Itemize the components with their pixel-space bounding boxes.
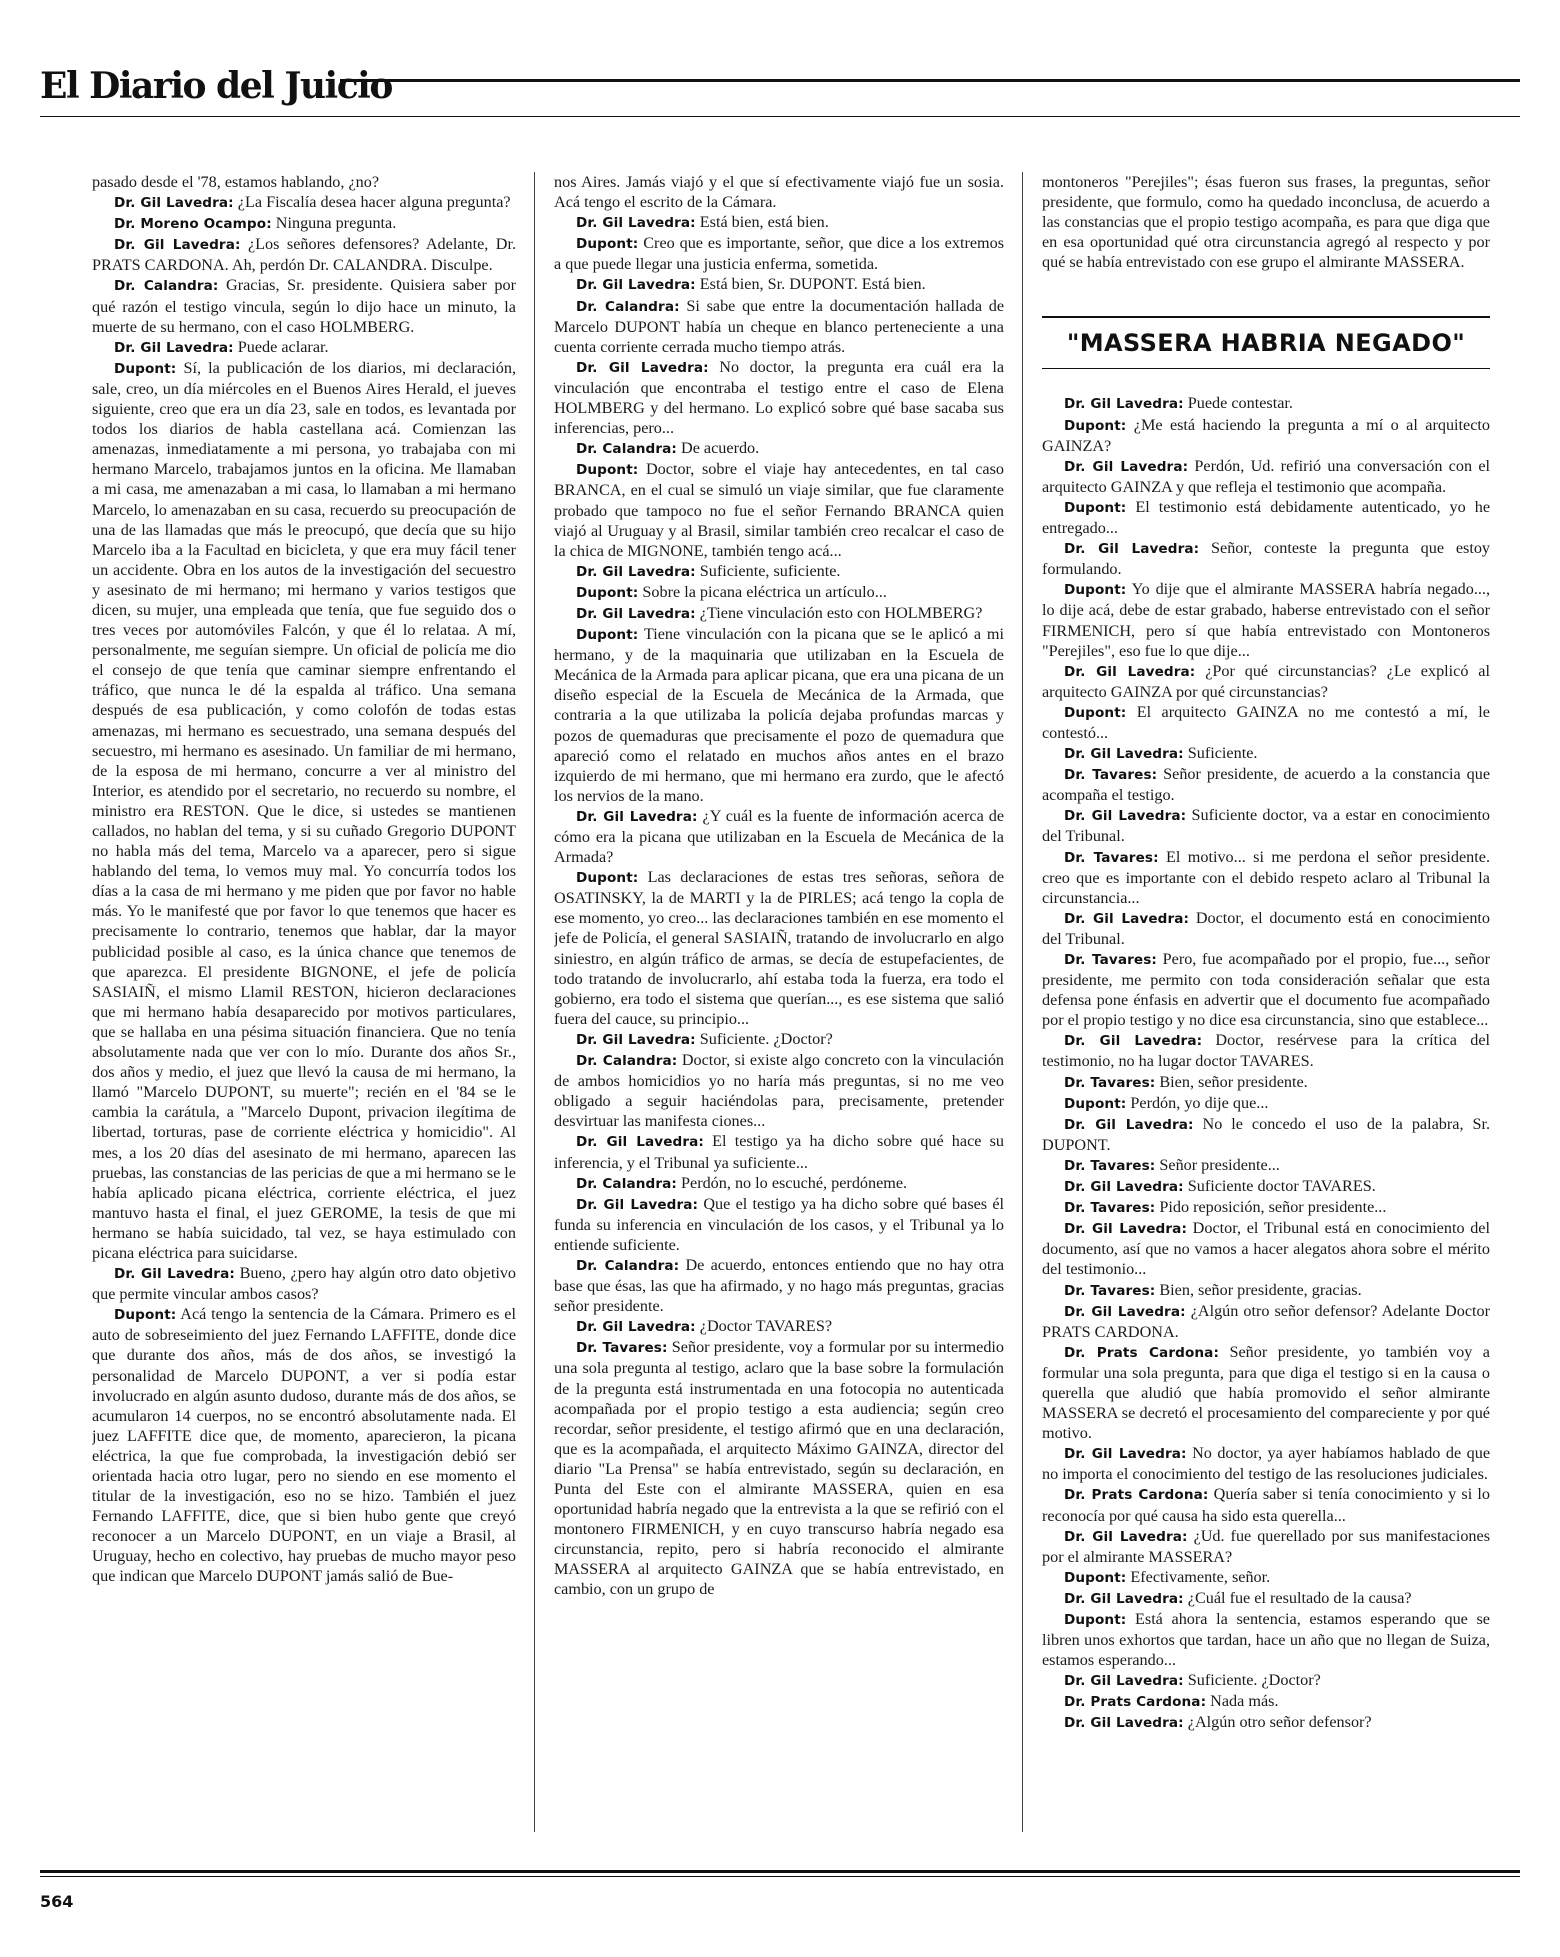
column-divider (1022, 172, 1023, 1832)
paragraph: Dr. Gil Lavedra: ¿La Fiscalía desea hacer alguna pregunta? (114, 193, 511, 212)
speaker-label: Dr. Gil Lavedra: (1064, 458, 1189, 475)
paragraph: Dr. Prats Cardona: Señor presidente, yo también voy a formular una sola pregunta, para que diga el testigo si en la causa o querella que aludió que había promovido el señor almirante MASSERA se decretó el procesamiento del compareciente y por qué motivo. (1042, 1342, 1490, 1443)
paragraph: Dupont: El testimonio está debidamente autenticado, yo he entregado... (1042, 497, 1490, 538)
speaker-label: Dr. Gil Lavedra: (1064, 1033, 1203, 1050)
speaker-label: Dr. Calandra: (576, 1175, 677, 1192)
speaker-label: Dr. Tavares: (576, 1340, 668, 1357)
column-2 (554, 172, 1004, 1832)
speaker-label: Dr. Gil Lavedra: (1064, 663, 1196, 680)
paragraph: Dr. Gil Lavedra: Bueno, ¿pero hay algún otro dato objetivo que permite vincular ambos casos? (92, 1264, 516, 1304)
paragraph: Dr. Tavares: Señor presidente... (1064, 1155, 1280, 1174)
speaker-label: Dr. Gil Lavedra: (1064, 1179, 1184, 1196)
paragraph: Dr. Gil Lavedra: No doctor, ya ayer habíamos hablado de que no importa el conocimiento del testigo de las resoluciones judiciales. (1042, 1444, 1490, 1484)
speaker-label: Dr. Gil Lavedra: (1064, 1673, 1184, 1690)
paragraph: Dupont: Acá tengo la sentencia de la Cámara. Primero es el auto de sobreseimiento del juez Fernando LAFFITE, donde dice que durante dos años, más de dos años, se investigó la personalidad de Marcelo DUPONT, a ver si podía estar involucrado en algún asunto dudoso, durante más de dos años, se acumularon 14 cuerpos, no se encontró absolutamente nada. El juez LAFFITE dice que, de momento, aparecieron, la picana eléctrica, la que fue comprobada, la investigación debió ser orientada hacia otro lugar, pero no siendo en ese momento el titular de la investigación, eso no se hizo. También el juez Fernando LAFFITE, dice, que si bien hubo gente que creyó reconocer a un Marcelo DUPONT, en un viaje a Brasil, al Uruguay, hecho en colectivo, hay pruebas de mucho mayor peso que indican que Marcelo DUPONT jamás salió de Bue- (92, 1305, 516, 1586)
paragraph: Dr. Tavares: Bien, señor presidente, gracias. (1064, 1280, 1362, 1299)
paragraph: Dr. Calandra: De acuerdo, entonces entiendo que no hay otra base que ésas, las que ha afirmado, y no hago más preguntas, gracias señor presidente. (554, 1255, 1004, 1316)
column-divider (534, 172, 535, 1832)
paragraph: Dupont: El arquitecto GAINZA no me contestó a mí, le contestó... (1042, 702, 1490, 742)
paragraph: Dr. Gil Lavedra: Señor, conteste la pregunta que estoy formulando. (1042, 539, 1490, 579)
paragraph: Dr. Gil Lavedra: Suficiente. ¿Doctor? (576, 1029, 833, 1048)
speaker-label: Dr. Gil Lavedra: (1064, 1446, 1187, 1463)
paragraph: Dr. Tavares: Señor presidente, voy a formular por su intermedio una sola pregunta al testigo, aclaro que la base sobre la formulación de la pregunta está instrumentada en una fotocopia no autenticada acompañada por el propio testigo a esta audiencia; según creo recordar, señor presidente, el testigo afirmó que en una declaración, que es la acompañada, el arquitecto Máximo GAINZA, director del diario "La Prensa" se había entrevistado, según su declaración, en Punta del Este con el almirante MASSERA, quien en esa oportunidad habría negado que la entrevista a la que se refirió con el montonero FIRMENICH, y en cuyo transcurso habría negado esa circunstancia, repito, pero si habría reconocido el almirante MASSERA al arquitecto GAINZA que se había entrevistado, en cambio, con un grupo de (554, 1338, 1004, 1599)
speaker-label: Dr. Gil Lavedra: (1064, 1116, 1194, 1133)
paragraph: Dr. Gil Lavedra: ¿Cuál fue el resultado de la causa? (1064, 1588, 1412, 1607)
paragraph: Dr. Gil Lavedra: Suficiente, suficiente. (576, 561, 841, 580)
column-1 (92, 172, 516, 1832)
paragraph: Dr. Calandra: Gracias, Sr. presidente. Quisiera saber por qué razón el testigo vincula, según lo dijo hace un minuto, la muerte de su hermano, con el caso HOLMBERG. (92, 276, 516, 336)
paragraph: Dr. Tavares: Pido reposición, señor presidente... (1064, 1198, 1387, 1217)
speaker-label: Dupont: (576, 462, 639, 479)
masthead (40, 60, 1520, 130)
speaker-label: Dr. Calandra: (576, 298, 680, 315)
paragraph: Dr. Tavares: El motivo... si me perdona el señor presidente. creo que es importante con el debido respeto aclaro al Tribunal la circunstancia... (1042, 847, 1490, 907)
speaker-label: Dr. Gil Lavedra: (114, 1266, 235, 1283)
masthead-rule-top (340, 79, 1520, 82)
speaker-label: Dr. Tavares: (1064, 1282, 1156, 1299)
speaker-label: Dupont: (114, 360, 177, 377)
speaker-label: Dr. Gil Lavedra: (576, 808, 698, 825)
paragraph: pasado desde el '78, estamos hablando, ¿no? (92, 173, 380, 191)
paragraph: Dr. Gil Lavedra: ¿Algún otro señor defensor? Adelante Doctor PRATS CARDONA. (1042, 1301, 1490, 1341)
speaker-label: Dupont: (1064, 1569, 1127, 1586)
section-heading-rule (1042, 368, 1490, 369)
speaker-label: Dr. Tavares: (1064, 1074, 1156, 1091)
paragraph: Dr. Gil Lavedra: Que el testigo ya ha dicho sobre qué bases él funda su inferencia en vinculación de los casos, y el Tribunal ya lo entiende suficiente. (554, 1194, 1004, 1254)
speaker-label: Dr. Gil Lavedra: (1064, 746, 1184, 763)
paragraph: Dr. Gil Lavedra: No doctor, la pregunta era cuál era la vinculación que encontraba el testigo entre el caso de Elena HOLMBERG y del hermano. Lo explicó sobre qué base sacaba sus inferencias, pero... (554, 357, 1004, 438)
paragraph: Dr. Calandra: Si sabe que entre la documentación hallada de Marcelo DUPONT había un cheque en blanco perteneciente a una cuenta corriente cerrada mucho tiempo atrás. (554, 296, 1004, 356)
speaker-label: Dr. Tavares: (1064, 1200, 1156, 1217)
paragraph: Dr. Gil Lavedra: Doctor, resérvese para la crítica del testimonio, no ha lugar doctor TAVARES. (1042, 1031, 1490, 1071)
speaker-label: Dr. Gil Lavedra: (576, 1319, 696, 1336)
speaker-label: Dr. Gil Lavedra: (1064, 910, 1190, 927)
paragraph: Dr. Calandra: De acuerdo. (576, 439, 760, 458)
speaker-label: Dr. Prats Cardona: (1064, 1694, 1207, 1711)
speaker-label: Dr. Gil Lavedra: (114, 195, 234, 212)
speaker-label: Dr. Gil Lavedra: (576, 1031, 696, 1048)
speaker-label: Dr. Gil Lavedra: (114, 339, 234, 356)
speaker-label: Dr. Gil Lavedra: (114, 237, 241, 254)
paragraph: Dr. Gil Lavedra: Doctor, el Tribunal está en conocimiento del documento, así que no vamos a hacer alegatos ahora sobre el mérito del testimonio... (1042, 1219, 1490, 1279)
paragraph: Dr. Tavares: Bien, señor presidente. (1064, 1072, 1308, 1091)
speaker-label: Dr. Gil Lavedra: (1064, 808, 1187, 825)
speaker-label: Dr. Gil Lavedra: (576, 605, 696, 622)
speaker-label: Dupont: (1064, 1095, 1127, 1112)
paragraph: Dr. Gil Lavedra: No le concedo el uso de la palabra, Sr. DUPONT. (1042, 1114, 1490, 1154)
paragraph: Dr. Prats Cardona: Nada más. (1064, 1692, 1279, 1711)
speaker-label: Dupont: (576, 584, 639, 601)
speaker-label: Dupont: (576, 627, 639, 644)
speaker-label: Dr. Gil Lavedra: (576, 563, 696, 580)
page-number: 564 (40, 1892, 74, 1911)
paragraph: Dr. Gil Lavedra: Perdón, Ud. refirió una conversación con el arquitecto GAINZA y que refleja el testimonio que acompaña. (1042, 456, 1490, 496)
speaker-label: Dr. Prats Cardona: (1064, 1344, 1219, 1361)
paragraph: Dr. Calandra: Perdón, no lo escuché, perdóneme. (576, 1173, 908, 1192)
speaker-label: Dupont: (1064, 704, 1127, 721)
paragraph: Dr. Gil Lavedra: El testigo ya ha dicho sobre qué hace su inferencia, y el Tribunal ya suficiente... (554, 1132, 1004, 1172)
speaker-label: Dr. Gil Lavedra: (576, 277, 696, 294)
speaker-label: Dr. Calandra: (576, 1257, 680, 1274)
page-footer (40, 1870, 1520, 1930)
footer-rule (40, 1870, 1520, 1873)
speaker-label: Dr. Gil Lavedra: (1064, 1528, 1188, 1545)
paragraph: Dr. Gil Lavedra: Suficiente doctor TAVARES. (1064, 1177, 1376, 1196)
speaker-label: Dr. Gil Lavedra: (1064, 1221, 1187, 1238)
speaker-label: Dr. Gil Lavedra: (1064, 541, 1200, 558)
speaker-label: Dupont: (576, 236, 639, 253)
paragraph: montoneros "Perejiles"; ésas fueron sus frases, la preguntas, señor presidente, que formulo, como ha quedado inconclusa, de acuerdo a las constancias que el propio testigo acompaña, es para que diga que en esa oportunidad qué otra circunstancia agregó al respecto y por qué se había entrevistado con ese grupo el almirante MASSERA. (1042, 173, 1490, 272)
paragraph: Dr. Gil Lavedra: ¿Doctor TAVARES? (576, 1317, 833, 1336)
paragraph: nos Aires. Jamás viajó y el que sí efectivamente viajó fue un sosia. Acá tengo el escrito de la Cámara. (554, 173, 1004, 212)
article-body (92, 172, 1490, 1832)
footer-rule (40, 1876, 1520, 1877)
speaker-label: Dr. Moreno Ocampo: (114, 216, 272, 233)
paragraph: Dupont: Doctor, sobre el viaje hay antecedentes, en tal caso BRANCA, en el cual se simuló un viaje similar, que fue claramente probado que tampoco no fue el señor Fernando BRANCA quien viajó al Uruguay y al Brasil, similar también creo recalcar el caso de la chica de MIGNONE, también tengo acá... (554, 460, 1004, 560)
publication-title: El Diario del Juicio (40, 65, 392, 107)
speaker-label: Dr. Gil Lavedra: (576, 1196, 699, 1213)
paragraph: Dr. Gil Lavedra: ¿Por qué circunstancias? ¿Le explicó al arquitecto GAINZA por qué circunstancias? (1042, 661, 1490, 701)
paragraph: Dr. Gil Lavedra: ¿Algún otro señor defensor? (1064, 1713, 1372, 1732)
speaker-label: Dupont: (1064, 582, 1127, 599)
paragraph: Dr. Gil Lavedra: Suficiente. ¿Doctor? (1064, 1671, 1321, 1690)
speaker-label: Dr. Calandra: (114, 278, 219, 295)
paragraph: Dr. Gil Lavedra: ¿Los señores defensores? Adelante, Dr. PRATS CARDONA. Ah, perdón Dr. CALANDRA. Disculpe. (92, 235, 516, 275)
speaker-label: Dr. Gil Lavedra: (1064, 396, 1184, 413)
paragraph: Dupont: Perdón, yo dije que... (1064, 1093, 1269, 1112)
speaker-label: Dr. Calandra: (576, 441, 677, 458)
section-heading: "MASSERA HABRIA NEGADO" (1042, 316, 1490, 360)
speaker-label: Dr. Tavares: (1064, 849, 1159, 866)
masthead-rule-bottom (40, 116, 1520, 117)
paragraph: Dr. Gil Lavedra: ¿Ud. fue querellado por sus manifestaciones por el almirante MASSERA? (1042, 1526, 1490, 1566)
speaker-label: Dupont: (1064, 499, 1127, 516)
paragraph: Dr. Gil Lavedra: Doctor, el documento está en conocimiento del Tribunal. (1042, 908, 1490, 948)
speaker-label: Dr. Gil Lavedra: (576, 359, 709, 376)
speaker-label: Dr. Gil Lavedra: (576, 215, 696, 232)
paragraph: Dupont: Las declaraciones de estas tres señoras, señora de OSATINSKY, la de MARTI y la de PIRLES; acá tengo la copla de ese momento, yo creo... las declaraciones también en ese momento el jefe de Policía, el general SASIAIÑ, tratando de involucrarlo en algo siniestro, en algún tráfico de armas, se decía de estupefacientes, de todo tratando de involucrarlo, ahí estaba toda la fuerza, era todo el gobierno, era todo el sistema que querían..., es ese sistema que salió fuera del cauce, su principio... (554, 868, 1004, 1028)
paragraph: Dr. Gil Lavedra: Puede aclarar. (114, 337, 329, 356)
paragraph: Dupont: Tiene vinculación con la picana que se le aplicó a mi hermano, y de la maquinaria que utilizaban en la Escuela de Mecánica de la Armada para aplicar picana, que era una picana de un diseño especial de la Escuela de Mecánica de la Armada, que contraria a la que utilizaba la policía dejaba profundas marcas y pozos de quemaduras que precisamente el pozo de quemadura que apareció como el relatado en muchos años antes en el brazo izquierdo de mi hermano, que mi hermano era zurdo, que le afectó los nervios de la mano. (554, 625, 1004, 805)
paragraph: Dupont: Está ahora la sentencia, estamos esperando que se libren unos exhortos que tardan, hace un año que no llegan de Suiza, estamos esperando... (1042, 1610, 1490, 1670)
paragraph: Dr. Gil Lavedra: Está bien, Sr. DUPONT. Está bien. (576, 275, 926, 294)
speaker-label: Dr. Gil Lavedra: (576, 1134, 704, 1151)
speaker-label: Dr. Gil Lavedra: (1064, 1715, 1184, 1732)
paragraph: Dr. Gil Lavedra: Puede contestar. (1064, 394, 1293, 413)
paragraph: Dupont: Sí, la publicación de los diarios, mi declaración, sale, creo, un día miércoles en el Buenos Aires Herald, el jueves siguiente, creo que era un día 23, sale en todos, es levantada por todos los diarios de habla castellana acá. Comienzan las amenazas, inmediatamente a mi persona, yo trabajaba con mi hermano Marcelo, trabajamos juntos en la oficina. Me llamaban a mi casa, me amenazaban a mi casa, lo llamaban a mi hermano Marcelo, lo amenazaban en su casa, recuerdo su preocupación de una de las llamadas que más le preocupó, que decía que su hijo Marcelo iba a la Facultad en bicicleta, y que era muy fácil tener un accidente. Obra en los autos de la investigación del secuestro y asesinato de mi hermano; mi hermano y varios testigos que dicen, su mujer, una empleada que tenía, que fue seguido dos o tres veces por automóviles Falcón, y que él lo relataa. A mí, personalmente, me seguían siempre. Un oficial de policía me dio el consejo de que tenía que caminar siempre enfrentando el tráfico, que nunca le dé la espalda al tráfico. Una semana después de esa publicación, y como colofón de todas estas amenazas, mi hermano es secuestrado, una semana después del secuestro, mi hermano es asesinado. Un familiar de mi hermano, de la esposa de mi hermano, concurre a ver al ministro del Interior, es atendido por el secretario, no recuerdo su nombre, el ministro era RESTON. Que le dice, si ustedes se mantienen callados, no hablan del tema, y si su cuñado Gregorio DUPONT no habla más del tema, Marcelo va a aparecer, pero si sigue hablando del tema, lo vemos muy mal. Yo concurría todos los días a la casa de mi hermano y me piden que por favor no hable más. Yo le manifesté que por favor lo que tenemos que hacer es precisamente lo contrario, tenemos que hablar, dar la mayor publicidad posible al caso, es la única chance que tenemos de que aparezca. El presidente BIGNONE, el jefe de policía SASIAIÑ, el mismo Llamil RESTON, hicieron declaraciones que mi hermano había desaparecido por motivos particulares, que se hallaba en una pésima situación financiera. Que no tenía absolutamente nada que ver con lo mío. Durante dos años Sr., dos años y medio, el juez que llevó la causa de mi hermano, la llamó "Marcelo DUPONT, su muerte"; recién en el '84 se le cambia la carátula, a "Marcelo Dupont, privacion ilegítima de libertad, torturas, pase de corriente eléctrica y homicidio". Al mes, a los 20 días del asesinato de mi hermano, aparecen las pruebas, las constancias de las pericias de que a mi hermano se le había aplicado picana eléctrica, corriente eléctrica, el juez mantuvo hasta el final, el juez GEROME, la tesis de que mi hermano se había suicidado, tal vez, se haya estimulado con picana eléctrica para suicidarse. (92, 358, 516, 1262)
speaker-label: Dr. Tavares: (1064, 952, 1157, 968)
paragraph: Dr. Calandra: Doctor, si existe algo concreto con la vinculación de ambos homicidios yo no haría más preguntas, si no me veo obligado a seguir haciéndolas para, precisamente, pretender desvirtuar las manifesta ciones... (554, 1051, 1004, 1131)
paragraph: Dr. Gil Lavedra: Suficiente. (1064, 744, 1258, 763)
paragraph: Dupont: Yo dije que el almirante MASSERA habría negado..., lo dije acá, debe de estar grabado, haberse entrevistado con el señor FIRMENICH, pero sí que había entrevistado con Montoneros "Perejiles", eso fue lo que dije... (1042, 580, 1490, 660)
speaker-label: Dr. Gil Lavedra: (1064, 1590, 1184, 1607)
speaker-label: Dupont: (1064, 1612, 1127, 1628)
paragraph: Dupont: Sobre la picana eléctrica un artículo... (576, 582, 887, 601)
speaker-label: Dupont: (114, 1307, 177, 1324)
speaker-label: Dr. Calandra: (576, 1053, 678, 1070)
paragraph: Dupont: ¿Me está haciendo la pregunta a mí o al arquitecto GAINZA? (1042, 415, 1490, 455)
paragraph: Dr. Tavares: Señor presidente, de acuerdo a la constancia que acompaña el testigo. (1042, 765, 1490, 805)
speaker-label: Dr. Tavares: (1064, 767, 1158, 784)
paragraph: Dupont: Efectivamente, señor. (1064, 1567, 1271, 1586)
speaker-label: Dr. Gil Lavedra: (1064, 1303, 1186, 1320)
paragraph: Dr. Gil Lavedra: ¿Y cuál es la fuente de información acerca de cómo era la picana que utilizaban en la Escuela de Mecánica de la Armada? (554, 806, 1004, 867)
speaker-label: Dr. Prats Cardona: (1064, 1487, 1209, 1504)
speaker-label: Dupont: (576, 870, 639, 887)
paragraph: Dr. Gil Lavedra: Está bien, está bien. (576, 213, 829, 232)
paragraph: Dr. Tavares: Pero, fue acompañado por el propio, fue..., señor presidente, me permito con toda consideración señalar que esta defensa pone énfasis en advertir que el documento fue acompañado por el propio testigo y no dice esa circunstancia, sino que establece... (1042, 950, 1490, 1030)
paragraph: Dr. Gil Lavedra: ¿Tiene vinculación esto con HOLMBERG? (576, 603, 983, 622)
column-3 (1042, 172, 1490, 1832)
speaker-label: Dupont: (1064, 417, 1127, 434)
speaker-label: Dr. Tavares: (1064, 1157, 1156, 1174)
paragraph: Dupont: Creo que es importante, señor, que dice a los extremos a que puede llegar una justicia enferma, sometida. (554, 234, 1004, 274)
paragraph: Dr. Gil Lavedra: Suficiente doctor, va a estar en conocimiento del Tribunal. (1042, 806, 1490, 846)
paragraph: Dr. Prats Cardona: Quería saber si tenía conocimiento y si lo reconocía por qué causa ha sido esta querella... (1042, 1485, 1490, 1525)
paragraph: Dr. Moreno Ocampo: Ninguna pregunta. (114, 214, 397, 233)
